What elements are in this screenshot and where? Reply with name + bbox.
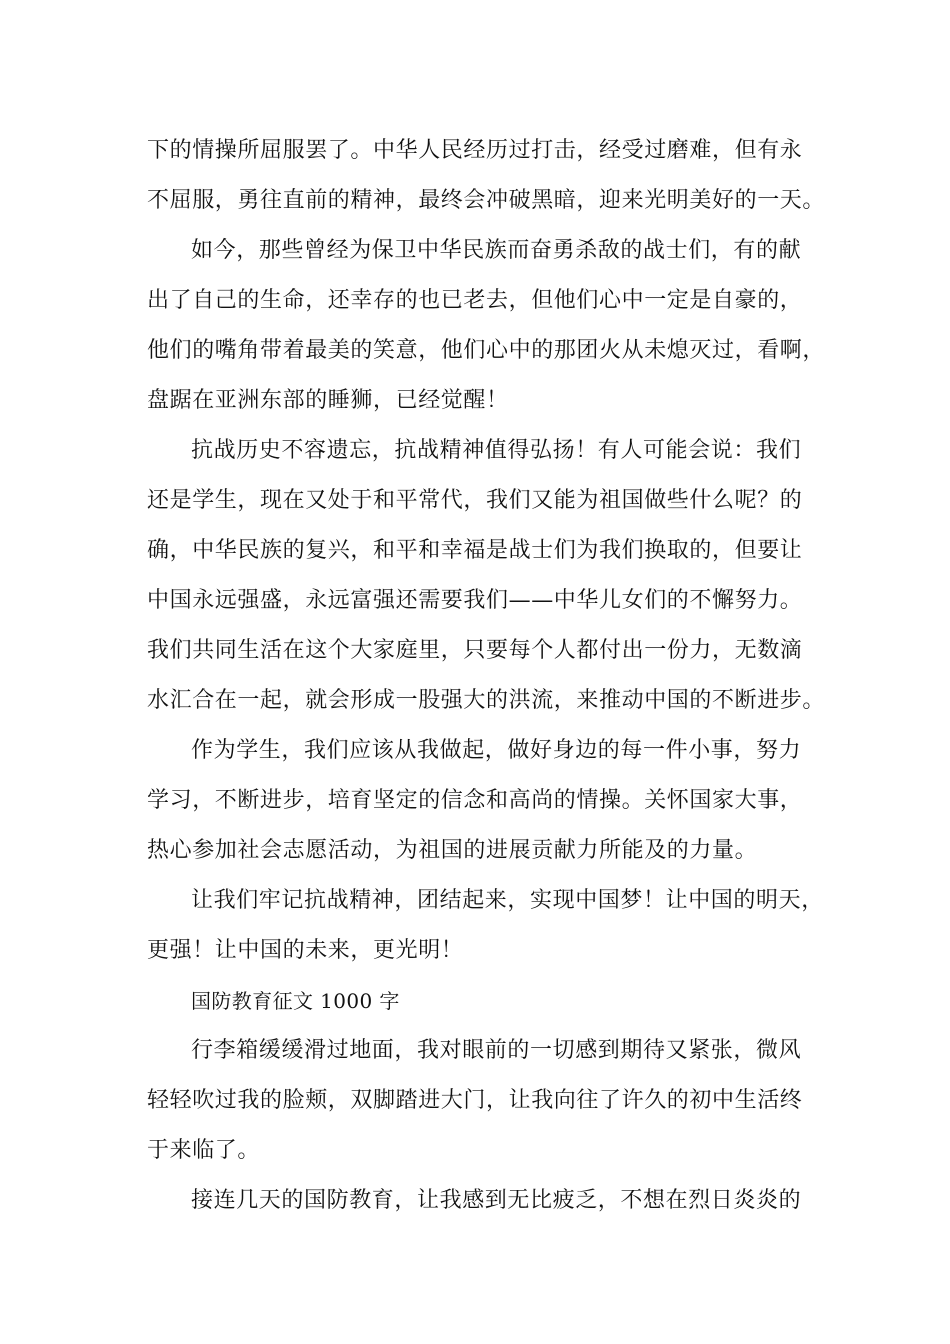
body-text-line: 学习，不断进步，培育坚定的信念和高尚的情操。关怀国家大事， <box>147 788 803 813</box>
body-text-line: 于来临了。 <box>147 1138 261 1163</box>
body-text-line: 我们共同生活在这个大家庭里，只要每个人都付出一份力，无数滴 <box>147 638 803 663</box>
body-text-line: 还是学生，现在又处于和平常代，我们又能为祖国做些什么呢？的 <box>147 488 803 513</box>
body-text-line: 盘踞在亚洲东部的睡狮，已经觉醒！ <box>147 388 509 413</box>
paragraph-first-line: 接连几天的国防教育，让我感到无比疲乏，不想在烈日炎炎的 <box>191 1188 802 1213</box>
body-text-line: 出了自己的生命，还幸存的也已老去，但他们心中一定是自豪的， <box>147 288 803 313</box>
paragraph-first-line: 作为学生，我们应该从我做起，做好身边的每一件小事，努力 <box>191 738 802 763</box>
body-text-line: 他们的嘴角带着最美的笑意，他们心中的那团火从未熄灭过，看啊， <box>147 338 826 363</box>
section-heading: 国防教育征文 1000 字 <box>191 989 400 1013</box>
body-text-line: 下的情操所屈服罢了。中华人民经历过打击，经受过磨难，但有永 <box>147 138 803 163</box>
paragraph-first-line: 如今，那些曾经为保卫中华民族而奋勇杀敌的战士们，有的献 <box>191 238 802 263</box>
body-text-line: 确，中华民族的复兴，和平和幸福是战士们为我们换取的，但要让 <box>147 538 803 563</box>
body-text-line: 轻轻吹过我的脸颊，双脚踏进大门，让我向往了许久的初中生活终 <box>147 1088 803 1113</box>
body-text-line: 中国永远强盛，永远富强还需要我们——中华儿女们的不懈努力。 <box>147 588 803 613</box>
paragraph-first-line: 让我们牢记抗战精神，团结起来，实现中国梦！让中国的明天， <box>191 888 824 913</box>
paragraph-first-line: 行李箱缓缓滑过地面，我对眼前的一切感到期待又紧张，微风 <box>191 1038 802 1063</box>
body-text-line: 热心参加社会志愿活动，为祖国的进展贡献力所能及的力量。 <box>147 838 758 863</box>
paragraph-first-line: 抗战历史不容遗忘，抗战精神值得弘扬！有人可能会说：我们 <box>191 438 802 463</box>
body-text-line: 水汇合在一起，就会形成一股强大的洪流，来推动中国的不断进步。 <box>147 688 826 713</box>
body-text-line: 更强！让中国的未来，更光明！ <box>147 938 464 963</box>
body-text-line: 不屈服，勇往直前的精神，最终会冲破黑暗，迎来光明美好的一天。 <box>147 188 826 213</box>
